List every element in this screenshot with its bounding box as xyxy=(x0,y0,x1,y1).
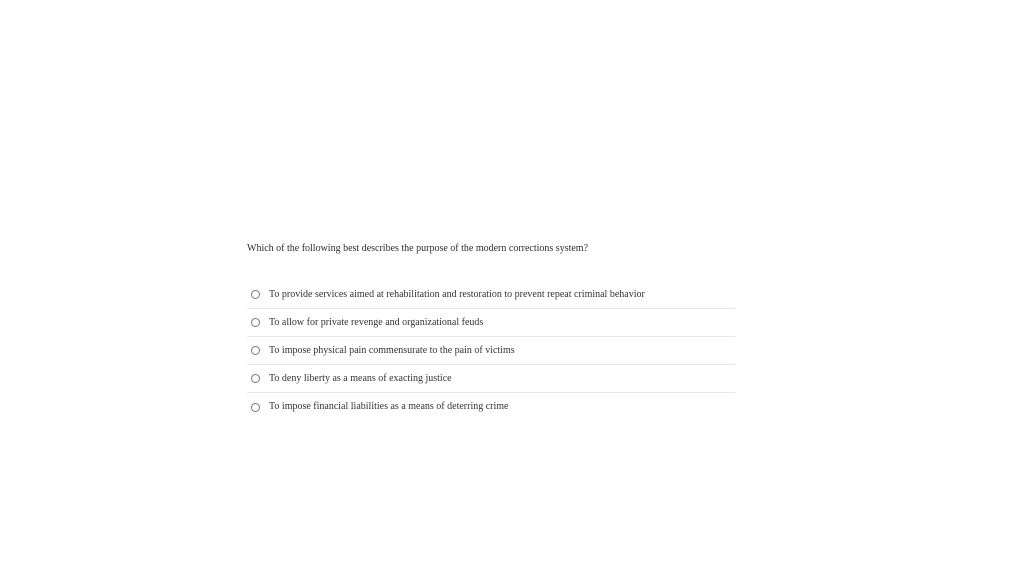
radio-button[interactable] xyxy=(251,403,260,412)
radio-button[interactable] xyxy=(251,318,260,327)
answer-option-label: To impose physical pain commensurate to the pain of victims xyxy=(269,344,515,356)
answer-option[interactable] xyxy=(247,393,735,421)
answer-option[interactable] xyxy=(247,365,735,393)
radio-button[interactable] xyxy=(251,346,260,355)
answer-option-label: To allow for private revenge and organizational feuds xyxy=(269,316,484,328)
question-block xyxy=(247,242,735,421)
answer-option-label: To impose financial liabilities as a means of deterring crime xyxy=(269,401,509,412)
answer-option-label: To provide services aimed at rehabilitation and restoration to prevent repeat criminal behavior xyxy=(269,288,645,300)
radio-button[interactable] xyxy=(251,374,260,383)
answer-options xyxy=(247,281,735,421)
radio-button[interactable] xyxy=(251,290,260,299)
question-text: Which of the following best describes the purpose of the modern corrections system? xyxy=(247,243,589,254)
answer-option[interactable] xyxy=(247,337,735,365)
answer-option[interactable] xyxy=(247,281,735,309)
answer-option-label: To deny liberty as a means of exacting justice xyxy=(269,372,452,384)
answer-option[interactable] xyxy=(247,309,735,337)
